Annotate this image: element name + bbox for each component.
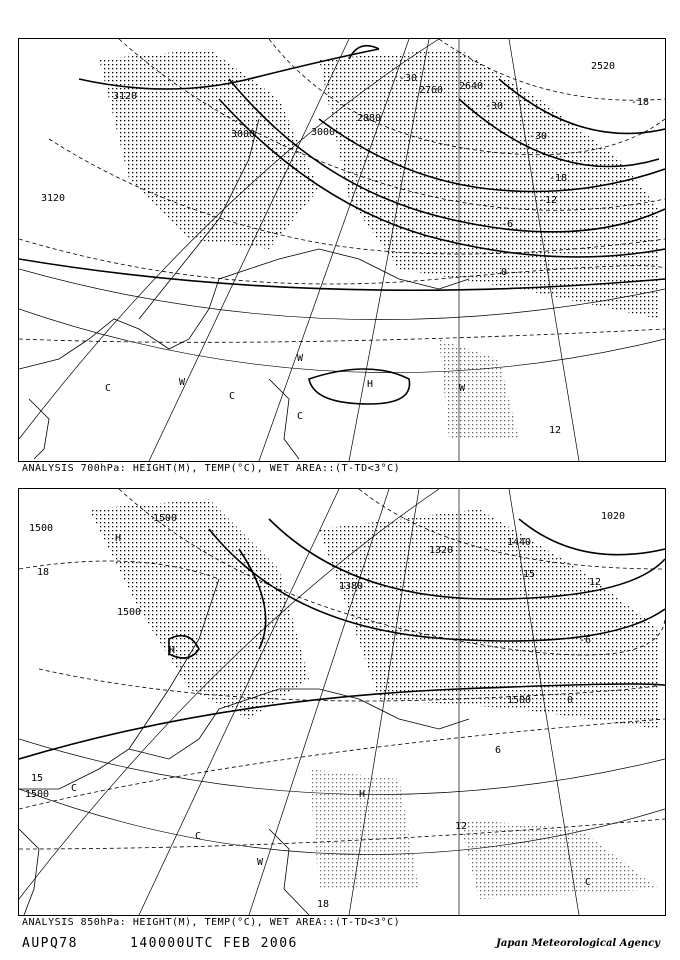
high-pressure-center: H	[367, 379, 374, 390]
temp-label: -18	[631, 97, 650, 108]
high-pressure-center: H	[169, 645, 176, 656]
height-label: 1320	[429, 545, 454, 556]
cold-center: C	[229, 391, 236, 402]
warm-center: W	[179, 377, 186, 388]
height-label: 1500	[25, 789, 50, 800]
temp-label: 15	[31, 773, 44, 784]
map-850hpa	[19, 489, 665, 915]
temp-label: 12	[455, 821, 468, 832]
temp-label: 6	[495, 745, 502, 756]
agency-name: Japan Meteorological Agency	[496, 938, 660, 949]
temp-label: -30	[529, 131, 548, 142]
valid-time: 140000UTC FEB 2006	[130, 936, 298, 951]
temp-label: 18	[37, 567, 50, 578]
height-label: 3120	[41, 193, 66, 204]
high-pressure-center: H	[115, 533, 122, 544]
cold-center: C	[105, 383, 112, 394]
height-label: 2760	[419, 85, 444, 96]
temp-label: -6	[501, 219, 514, 230]
height-label: 1500	[153, 513, 178, 524]
temp-label: 15	[523, 569, 536, 580]
temp-label: -12	[539, 195, 558, 206]
temp-label: -18	[549, 173, 568, 184]
temp-label: -6	[579, 635, 592, 646]
map-700hpa	[19, 39, 665, 461]
height-label: 1380	[339, 581, 364, 592]
warm-center: W	[459, 383, 466, 394]
chart-id: AUPQ78	[22, 936, 78, 951]
chart-panel-850hpa	[18, 488, 666, 916]
temp-label: 0	[501, 267, 508, 278]
temp-label: 18	[317, 899, 330, 910]
warm-center: W	[297, 353, 304, 364]
temp-label: -30	[399, 73, 418, 84]
cold-center: C	[71, 783, 78, 794]
height-label: 2640	[459, 81, 484, 92]
warm-center: W	[257, 857, 264, 868]
height-label: 2880	[357, 113, 382, 124]
temp-label: 0	[567, 695, 574, 706]
temp-label: 12	[549, 425, 562, 436]
cold-center: C	[585, 877, 592, 888]
height-label: 3120	[113, 91, 138, 102]
temp-label: 12	[589, 577, 602, 588]
height-label: 1500	[29, 523, 54, 534]
height-label: 3000	[311, 127, 336, 138]
caption-700hpa: ANALYSIS 700hPa: HEIGHT(M), TEMP(°C), WET AREA::(T-TD<3°C)	[22, 463, 401, 474]
height-label: 1020	[601, 511, 626, 522]
chart-panel-700hpa	[18, 38, 666, 462]
cold-center: C	[195, 831, 202, 842]
height-label: 1440	[507, 537, 532, 548]
high-pressure-center: H	[359, 789, 366, 800]
height-label: 2520	[591, 61, 616, 72]
height-label: 3000	[231, 129, 256, 140]
cold-center: C	[297, 411, 304, 422]
temp-label: -30	[485, 101, 504, 112]
height-label: 1500	[117, 607, 142, 618]
caption-850hpa: ANALYSIS 850hPa: HEIGHT(M), TEMP(°C), WET AREA::(T-TD<3°C)	[22, 917, 401, 928]
height-label: 1500	[507, 695, 532, 706]
